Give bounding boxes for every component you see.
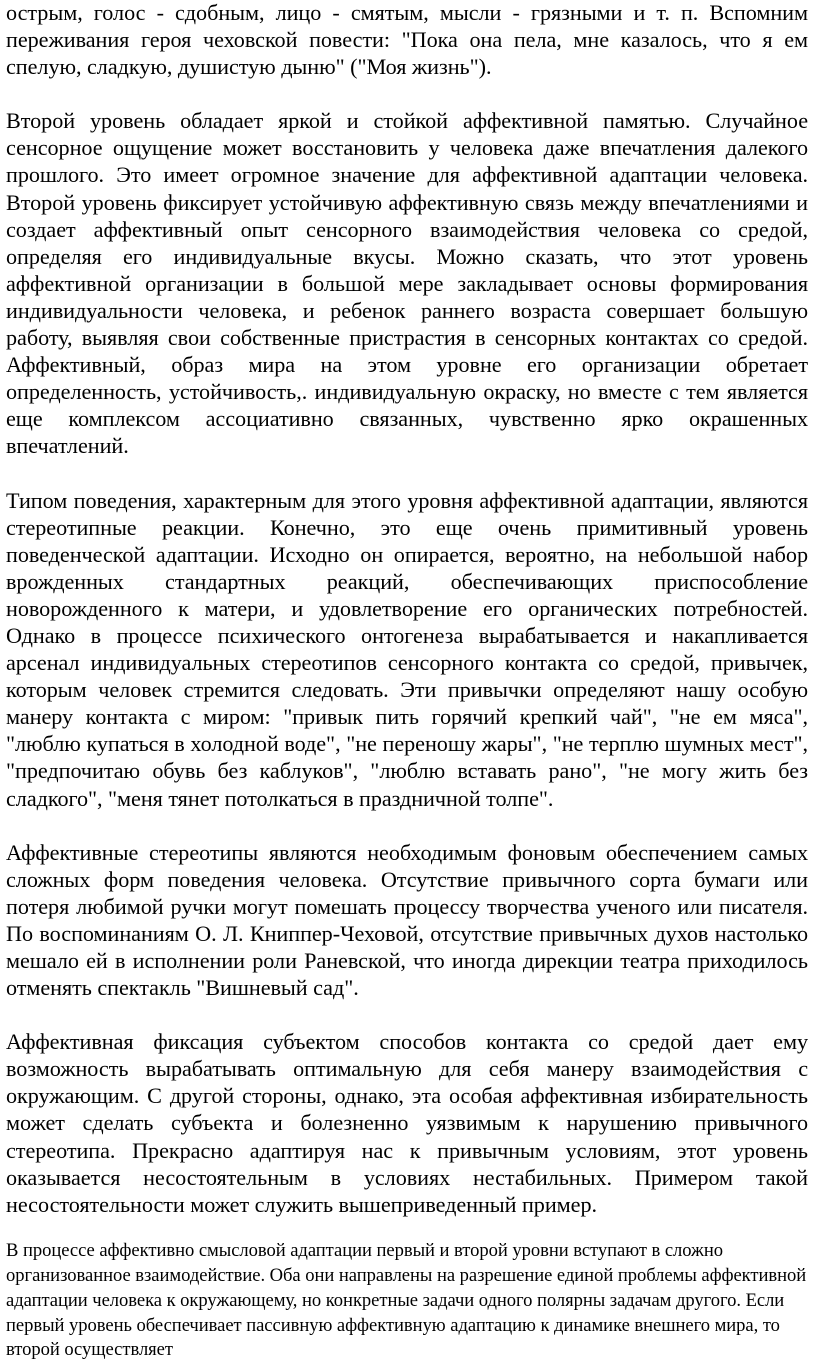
paragraph-6: В процессе аффективно смысловой адаптации первый и второй уровни вступают в сложно организованное взаимодействие. Оба они направлены на разрешение единой проблемы аффективной адаптации человека к окружающему, но конкретные задачи одного полярны задачам другого. Если первый уровень обеспечивает пассивную аффективную адаптацию к динамике внешнего мира, то второй осуществляет	[6, 1239, 807, 1361]
paragraph-5: Аффективная фиксация субъектом способов контакта со средой дает ему возможность вырабатывать оптимальную для себя манеру взаимодействия с окружающим. С другой стороны, однако, эта особая аффективная избирательность может сделать субъекта и болезненно уязвимым к нарушению привычного стереотипа. Прекрасно адаптируя нас к привычным условиям, этот уровень оказывается несостоятельным в условиях нестабильных. Примером такой несостоятельности может служить вышеприведенный пример.	[6, 1029, 808, 1217]
paragraph-2: Второй уровень обладает яркой и стойкой аффективной памятью. Случайное сенсорное ощущение может восстановить у человека даже впечатления далекого прошлого. Это имеет огромное значение для аффективной адаптации человека. Второй уровень фиксирует устойчивую аффективную связь между впечатлениями и создает аффективный опыт сенсорного взаимодействия человека со средой, определяя его индивидуальные вкусы. Можно сказать, что этот уровень аффективной организации в большой мере закладывает основы формирования индивидуальности человека, и ребенок раннего возраста совершает большую работу, выявляя свои собственные пристрастия в сенсорных контактах со средой. Аффективный, образ мира на этом уровне его организации обретает определенность, устойчивость,. индивидуальную окраску, но вместе с тем является еще комплексом ассоциативно связанных, чувственно ярко окрашенных впечатлений.	[6, 108, 808, 459]
paragraph-4: Аффективные стереотипы являются необходимым фоновым обеспечением самых сложных форм поведения человека. Отсутствие привычного сорта бумаги или потеря любимой ручки могут помешать процессу творчества ученого или писателя. По воспоминаниям О. Л. Книппер-Чеховой, отсутствие привычных духов настолько мешало ей в исполнении роли Раневской, что иногда дирекции театра приходилось отменять спектакль "Вишневый сад".	[6, 839, 808, 1001]
paragraph-3: Типом поведения, характерным для этого уровня аффективной адаптации, являются стереотипные реакции. Конечно, это еще очень примитивный уровень поведенческой адаптации. Исходно он опирается, вероятно, на небольшой набор врожденных стандартных реакций, обеспечивающих приспособление новорожденного к матери, и удовлетворение его органических потребностей. Однако в процессе психического онтогенеза вырабатывается и накапливается арсенал индивидуальных стереотипов сенсорного контакта со средой, привычек, которым человек стремится следовать. Эти привычки определяют нашу особую манеру контакта с миром: "привык пить горячий крепкий чай", "не ем мяса", "люблю купаться в холодной воде", "не переношу жары", "не терплю шумных мест", "предпочитаю обувь без каблуков", "люблю вставать рано", "не могу жить без сладкого", "меня тянет потолкаться в праздничной толпе".	[6, 487, 808, 811]
paragraph-1: острым, голос - сдобным, лицо - смятым, мысли - грязными и т. п. Вспомним переживания героя чеховской повести: "Пока она пела, мне казалось, что я ем спелую, сладкую, душистую дыню" ("Моя жизнь").	[6, 0, 808, 80]
